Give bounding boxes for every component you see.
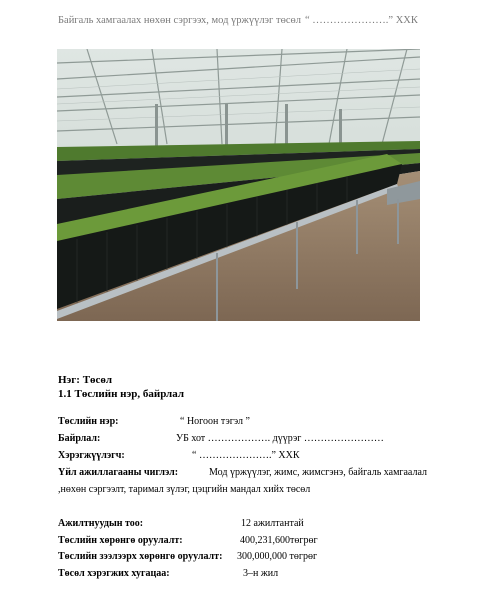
project-name-value: “ Ногоон тэгэл ”: [180, 416, 250, 427]
page-header: [58, 15, 418, 26]
header-company: “ ………………….” ХХК: [305, 15, 418, 26]
workers-label: Ажилтнуудын тоо:: [58, 518, 144, 529]
location-value: УБ хот ………………. дүүрэг ……………………: [176, 433, 384, 444]
project-name-label: Төслийн нэр:: [58, 416, 119, 427]
activity-value: Мод үржүүлэг, жимс, жимсгэнэ, байгаль хамгаалал: [209, 467, 427, 478]
duration-label: Төсөл хэрэгжих хугацаа:: [58, 568, 170, 579]
section-title: Нэг: Төсөл: [58, 374, 113, 386]
duration-value: 3–н жил: [243, 568, 279, 579]
workers-value: 12 ажилтантай: [241, 518, 304, 529]
activity-label: Үйл ажиллагааны чиглэл:: [58, 467, 179, 478]
section-subtitle: 1.1 Төслийн нэр, байрлал: [58, 388, 184, 400]
activity-continuation: ,нөхөн сэргээлт, таримал зүлэг, цэцгийн мандал хийх төсөл: [58, 484, 311, 495]
implementer-label: Хэрэгжүүлэгч:: [58, 450, 125, 461]
investment-label: Төслийн хөрөнгө оруулалт:: [58, 535, 183, 546]
header-project-title: Байгаль хамгаалах нөхөн сэргээх, мод үржүүлэг төсөл: [58, 15, 301, 26]
investment-value: 400,231,600төгрөг: [240, 535, 318, 546]
implementer-value: “ ………………….” ХХК: [192, 450, 300, 461]
greenhouse-photo: [57, 49, 420, 321]
loan-value: 300,000,000 төгрөг: [237, 551, 318, 562]
loan-label: Төслийн зээлээрх хөрөнгө оруулалт:: [58, 551, 223, 562]
location-label: Байрлал:: [58, 433, 101, 444]
